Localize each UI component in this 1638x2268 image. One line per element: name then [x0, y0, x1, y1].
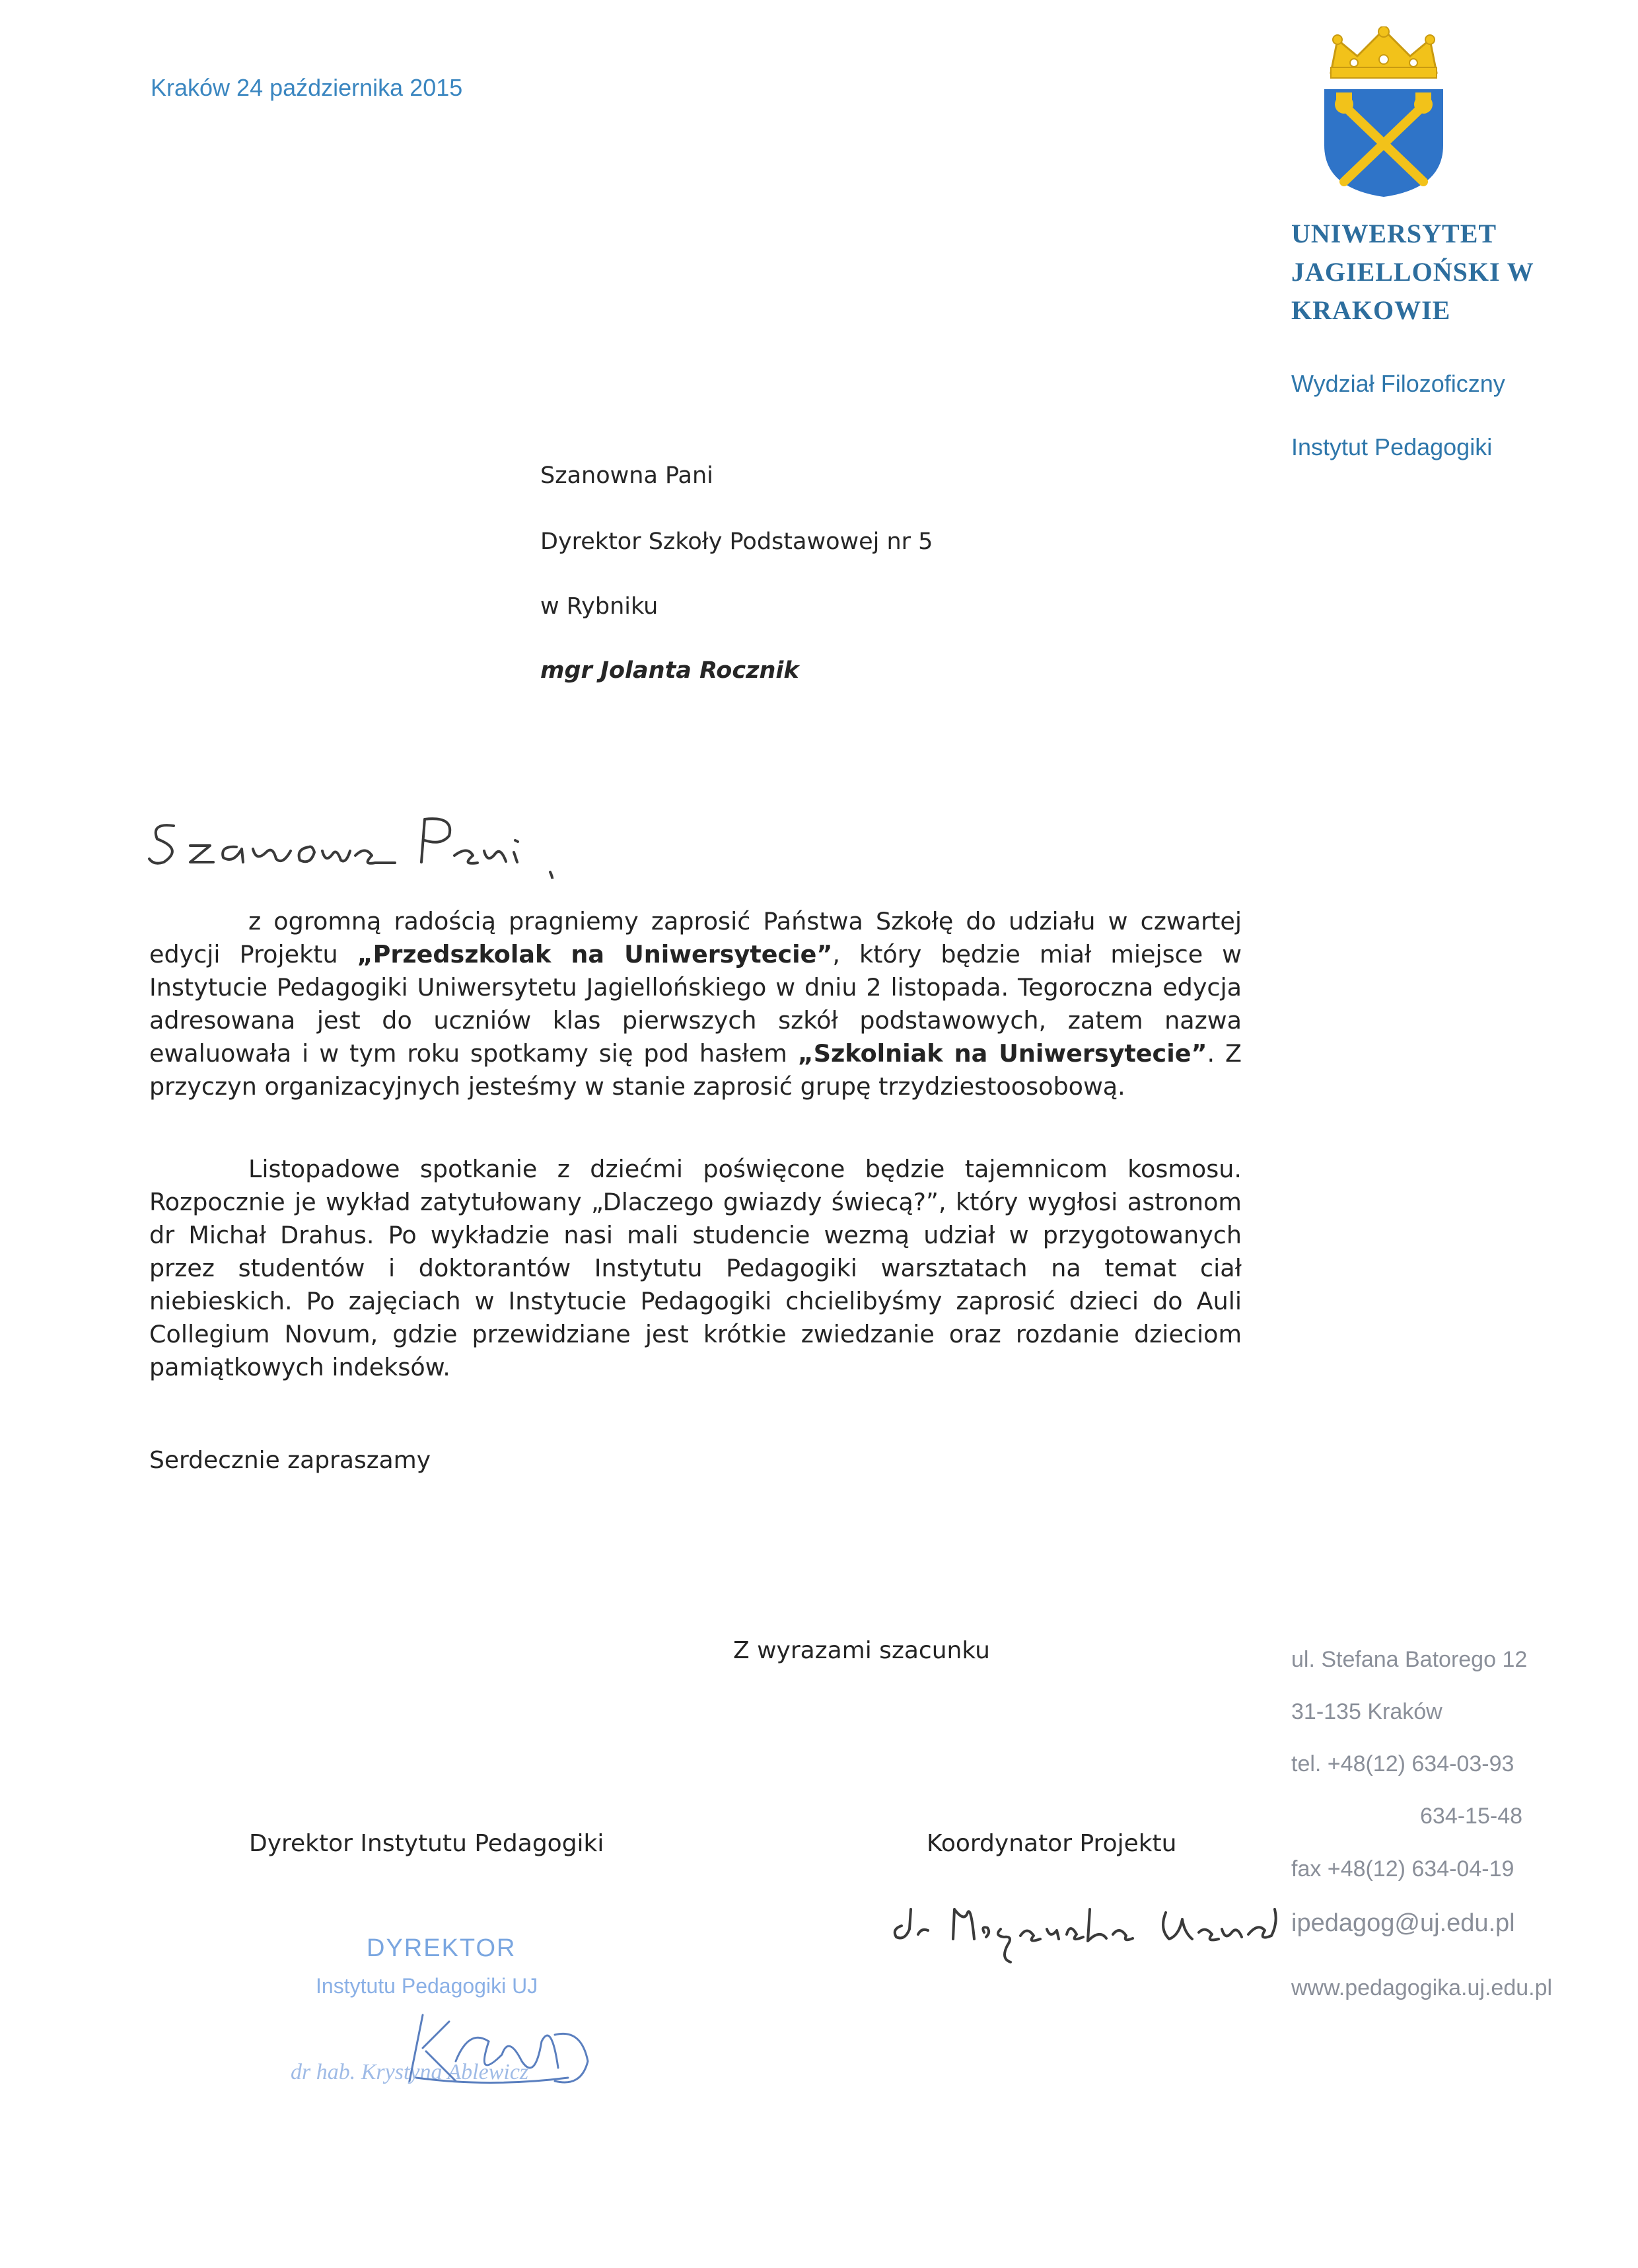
recipient-position: Dyrektor Szkoły Podstawowej nr 5 — [540, 529, 933, 555]
body-paragraph-1 — [149, 905, 1242, 1103]
letter-date: Kraków 24 października 2015 — [151, 74, 463, 101]
university-name-line: KRAKOWIE — [1291, 295, 1451, 325]
institute-name: Instytut Pedagogiki — [1291, 433, 1493, 460]
project-name-new: „Szkolniak na Uniwersytecie” — [797, 1039, 1207, 1068]
closing-line: Serdecznie zapraszamy — [149, 1447, 431, 1474]
contact-fax: fax +48(12) 634-04-19 — [1291, 1856, 1514, 1882]
jagiellonian-crest-icon — [1318, 26, 1450, 198]
contact-email-link[interactable]: ipedagog@uj.edu.pl — [1291, 1909, 1515, 1937]
contact-tel-2: 634-15-48 — [1420, 1804, 1523, 1829]
contact-tel: tel. +48(12) 634-03-93 — [1291, 1751, 1514, 1776]
paragraph-text: Listopadowe spotkanie z dziećmi poświęcone będzie tajemnicom kosmosu. Rozpocznie je wykład zatytułowany „Dlaczego gwiazdy świecą?”, który wygłosi astronom dr Michał Drahus. Po wykładzie nasi mali studencie wezmą udział w przygotowanych przez studentów i doktorantów Instytutu Pedagogiki warsztatach na temat ciał niebieskich. Po zajęciach w Instytucie Pedagogiki chcielibyśmy zaprosić dzieci do Auli Collegium Novum, gdzie przewidziane jest krótkie zwiedzanie oraz rozdanie dzieciom pamiątkowych indeksów. — [149, 1155, 1242, 1381]
recipient-name: mgr Jolanta Rocznik — [540, 657, 799, 684]
director-signature — [291, 1929, 634, 2127]
coordinator-title: Koordynator Projektu — [927, 1830, 1177, 1857]
university-name-line: JAGIELLOŃSKI W — [1291, 257, 1534, 287]
university-name-line: UNIWERSYTET — [1291, 219, 1497, 248]
contact-city: 31-135 Kraków — [1291, 1699, 1442, 1724]
body-paragraph-2 — [149, 1153, 1242, 1384]
recipient-salutation: Szanowna Pani — [540, 462, 713, 489]
paragraph-text: , który będzie miał miejsce w Instytucie Pedagogiki Uniwersytetu Jagiellońskiego w dniu 2 listopada. Tegoroczna edycja adresowana jest do uczniów klas pierwszych szkół podstawowych, zatem nazwa ewaluowała i w tym roku spotkamy się pod hasłem — [149, 940, 1242, 1068]
project-name-old: „Przedszkolak na Uniwersytecie” — [357, 940, 833, 969]
stamp-title: DYREKTOR — [367, 1934, 516, 1962]
handwritten-greeting — [144, 799, 593, 879]
recipient-city: w Rybniku — [540, 593, 659, 620]
faculty-name: Wydział Filozoficzny — [1291, 370, 1505, 397]
stamp-name: dr hab. Krystyna Ablewicz — [291, 2060, 529, 2084]
regards-line: Z wyrazami szacunku — [733, 1637, 990, 1664]
contact-website-link[interactable]: www.pedagogika.uj.edu.pl — [1291, 1975, 1553, 2000]
coordinator-signature — [888, 1883, 1285, 1982]
paragraph-text: z ogromną radością pragniemy zaprosić Państwa Szkołę do udziału w czwartej edycji Projektu — [149, 907, 1242, 969]
stamp-institute: Instytutu Pedagogiki UJ — [316, 1974, 538, 1998]
director-title: Dyrektor Instytutu Pedagogiki — [249, 1830, 604, 1857]
contact-street: ul. Stefana Batorego 12 — [1291, 1647, 1528, 1672]
paragraph-text: . Z przyczyn organizacyjnych jesteśmy w stanie zaprosić grupę trzydziestoosobową. — [149, 1039, 1242, 1101]
university-name — [1291, 215, 1534, 330]
